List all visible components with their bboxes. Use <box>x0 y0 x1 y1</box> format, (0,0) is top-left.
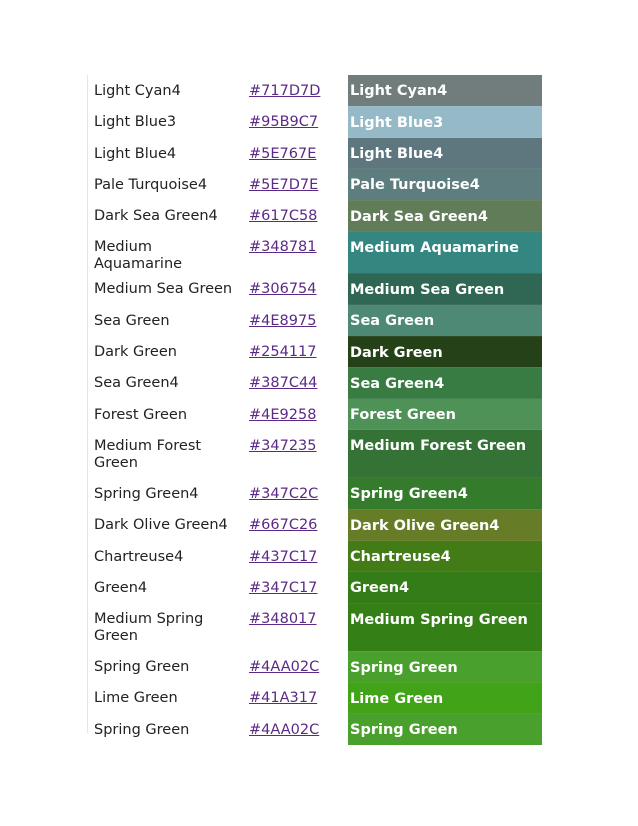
color-table <box>87 75 542 746</box>
color-swatch: Medium Aquamarine <box>348 231 542 273</box>
hex-code-link[interactable]: #667C26 <box>249 517 318 534</box>
color-name: Forest Green <box>94 406 188 423</box>
hex-code-cell <box>242 430 348 478</box>
color-name: Spring Green <box>94 721 190 738</box>
table-row <box>87 651 542 682</box>
table-row <box>87 336 542 367</box>
hex-code-link[interactable]: #348781 <box>249 239 317 256</box>
table-row <box>87 714 542 745</box>
hex-code-cell <box>242 572 348 603</box>
hex-code-link[interactable]: #254117 <box>249 344 317 361</box>
color-name: Light Blue4 <box>94 145 177 162</box>
color-swatch: Dark Sea Green4 <box>348 200 542 231</box>
hex-code-link[interactable]: #5E767E <box>249 145 317 162</box>
hex-code-cell <box>242 106 348 137</box>
color-swatch: Pale Turquoise4 <box>348 169 542 200</box>
table-row <box>87 106 542 137</box>
hex-code-link[interactable]: #4AA02C <box>249 659 320 676</box>
hex-code-cell <box>242 651 348 682</box>
table-row <box>87 682 542 713</box>
color-name: Medium Forest Green <box>94 437 202 471</box>
color-swatch: Medium Sea Green <box>348 273 542 304</box>
hex-code-link[interactable]: #717D7D <box>249 83 321 99</box>
table-row <box>87 200 542 231</box>
table-row <box>87 572 542 603</box>
table-row <box>87 367 542 398</box>
hex-code-link[interactable]: #95B9C7 <box>249 114 319 131</box>
color-swatch: Medium Spring Green <box>348 603 542 651</box>
hex-code-cell <box>242 509 348 540</box>
table-row <box>87 231 542 273</box>
color-swatch: Lime Green <box>348 682 542 713</box>
color-name: Light Cyan4 <box>94 83 181 99</box>
color-table-body <box>87 75 542 745</box>
hex-code-link[interactable]: #437C17 <box>249 548 318 565</box>
color-swatch: Light Blue3 <box>348 106 542 137</box>
hex-code-cell <box>242 169 348 200</box>
color-swatch: Green4 <box>348 572 542 603</box>
hex-code-link[interactable]: #4E9258 <box>249 406 317 423</box>
hex-code-link[interactable]: #5E7D7E <box>249 176 319 193</box>
hex-code-cell <box>242 231 348 273</box>
table-row <box>87 273 542 304</box>
color-swatch: Spring Green <box>348 651 542 682</box>
color-name: Dark Olive Green4 <box>94 517 228 534</box>
color-name: Pale Turquoise4 <box>94 176 208 193</box>
color-swatch: Light Blue4 <box>348 138 542 169</box>
hex-code-cell <box>242 75 348 106</box>
color-swatch: Dark Olive Green4 <box>348 509 542 540</box>
hex-code-link[interactable]: #4E8975 <box>249 312 317 329</box>
table-row <box>87 541 542 572</box>
hex-code-link[interactable]: #4AA02C <box>249 721 320 738</box>
color-swatch: Dark Green <box>348 336 542 367</box>
hex-code-link[interactable]: #41A317 <box>249 690 318 707</box>
hex-code-cell <box>242 603 348 651</box>
table-row <box>87 75 542 106</box>
hex-code-cell <box>242 138 348 169</box>
color-name: Medium Aquamarine <box>94 239 183 273</box>
table-row <box>87 509 542 540</box>
color-name: Sea Green4 <box>94 375 179 392</box>
color-swatch: Sea Green <box>348 305 542 336</box>
color-name: Dark Green <box>94 344 177 361</box>
table-row <box>87 603 542 651</box>
hex-code-cell <box>242 682 348 713</box>
hex-code-cell <box>242 273 348 304</box>
color-name: Chartreuse4 <box>94 548 184 565</box>
color-name: Sea Green <box>94 312 170 329</box>
color-name: Spring Green4 <box>94 485 199 502</box>
color-swatch: Sea Green4 <box>348 367 542 398</box>
table-row <box>87 430 542 478</box>
hex-code-cell <box>242 200 348 231</box>
table-row <box>87 169 542 200</box>
hex-code-link[interactable]: #617C58 <box>249 208 318 225</box>
table-row <box>87 138 542 169</box>
hex-code-cell <box>242 305 348 336</box>
color-name: Spring Green <box>94 659 190 676</box>
hex-code-cell <box>242 367 348 398</box>
color-swatch: Spring Green4 <box>348 478 542 509</box>
color-name: Lime Green <box>94 690 178 707</box>
hex-code-cell <box>242 714 348 745</box>
hex-code-cell <box>242 399 348 430</box>
hex-code-cell <box>242 336 348 367</box>
color-swatch: Light Cyan4 <box>348 75 542 106</box>
hex-code-cell <box>242 478 348 509</box>
table-row <box>87 305 542 336</box>
color-swatch: Forest Green <box>348 399 542 430</box>
hex-code-link[interactable]: #387C44 <box>249 375 318 392</box>
hex-code-cell <box>242 541 348 572</box>
hex-code-link[interactable]: #347C2C <box>249 485 319 502</box>
color-name: Green4 <box>94 579 148 596</box>
color-swatch: Chartreuse4 <box>348 541 542 572</box>
color-name: Light Blue3 <box>94 114 177 131</box>
color-swatch: Medium Forest Green <box>348 430 542 478</box>
table-row <box>87 478 542 509</box>
color-name: Medium Spring Green <box>94 611 204 645</box>
color-name: Medium Sea Green <box>94 281 233 298</box>
table-row <box>87 399 542 430</box>
color-name: Dark Sea Green4 <box>94 208 218 225</box>
color-swatch: Spring Green <box>348 714 542 745</box>
hex-code-link[interactable]: #348017 <box>249 611 317 628</box>
hex-code-link[interactable]: #347235 <box>249 437 317 454</box>
hex-code-link[interactable]: #306754 <box>249 281 317 298</box>
hex-code-link[interactable]: #347C17 <box>249 579 318 596</box>
